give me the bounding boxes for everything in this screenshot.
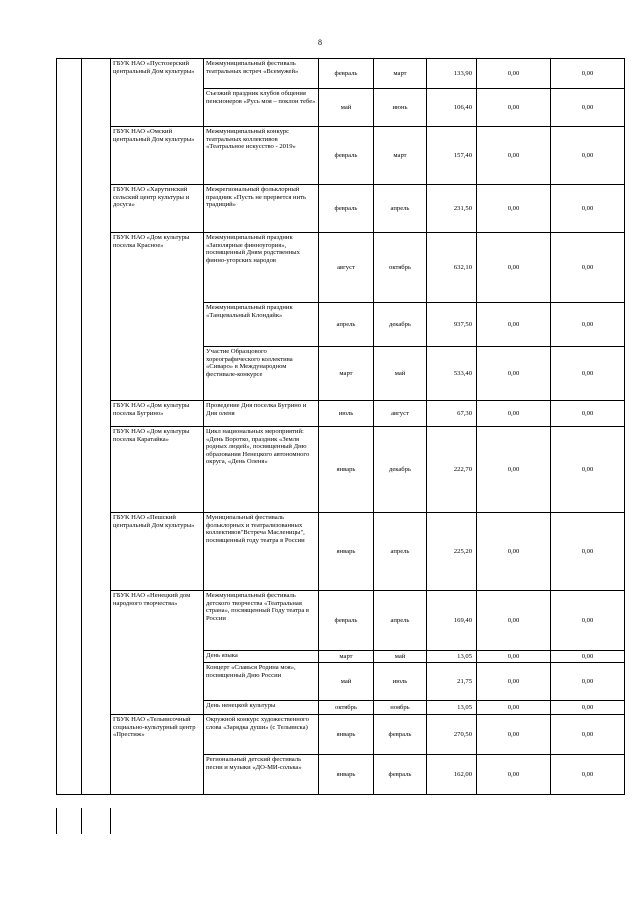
- end-month-cell: май: [374, 651, 427, 663]
- organization-cell: ГБУК НАО «Тельвисочный социально-культурный центр «Престиж»: [111, 715, 204, 795]
- end-month-cell: апрель: [374, 185, 427, 233]
- amount-cell: 162,00: [427, 755, 477, 795]
- organization-cell: ГБУК НАО «Пустозерский центральный Дом культуры»: [111, 59, 204, 127]
- event-cell: Межмуниципальный праздник «Танцевальный Клондайк»: [204, 303, 319, 347]
- amount-2020-cell: 0,00: [477, 89, 551, 127]
- amount-2020-cell: 0,00: [477, 185, 551, 233]
- start-month-cell: февраль: [319, 59, 374, 89]
- amount-2021-cell: 0,00: [551, 59, 625, 89]
- events-table: [56, 58, 625, 795]
- event-cell: Участие Образцового хореографического коллектива «Сиваро» в Международном фестивале-конкурсе: [204, 347, 319, 401]
- amount-cell: 270,50: [427, 715, 477, 755]
- amount-2021-cell: 0,00: [551, 651, 625, 663]
- amount-2021-cell: 0,00: [551, 185, 625, 233]
- amount-2021-cell: 0,00: [551, 663, 625, 701]
- start-month-cell: август: [319, 233, 374, 303]
- amount-cell: 937,50: [427, 303, 477, 347]
- event-cell: Межмуниципальный конкурс театральных коллективов «Театральное искусство - 2019»: [204, 127, 319, 185]
- amount-cell: 222,70: [427, 427, 477, 513]
- start-month-cell: март: [319, 347, 374, 401]
- start-month-cell: январь: [319, 755, 374, 795]
- amount-2020-cell: 0,00: [477, 755, 551, 795]
- organization-cell: ГБУК НАО «Пешский центральный Дом культуры»: [111, 513, 204, 591]
- amount-2020-cell: 0,00: [477, 233, 551, 303]
- event-cell: Межмуниципальный фестиваль детского творчества «Театральная страна», посвященный Году театра в России: [204, 591, 319, 651]
- event-cell: Проведение Дня поселка Бугрино и Дня оленя: [204, 401, 319, 427]
- amount-2020-cell: 0,00: [477, 651, 551, 663]
- end-month-cell: апрель: [374, 513, 427, 591]
- organization-cell: ГБУК НАО «Дом культуры поселка Бугрино»: [111, 401, 204, 427]
- start-month-cell: октябрь: [319, 701, 374, 715]
- end-month-cell: июнь: [374, 89, 427, 127]
- amount-2020-cell: 0,00: [477, 427, 551, 513]
- start-month-cell: февраль: [319, 185, 374, 233]
- event-cell: Межмуниципальный фестиваль театральных встреч «Всемужей»: [204, 59, 319, 89]
- amount-2020-cell: 0,00: [477, 59, 551, 89]
- end-month-cell: июль: [374, 663, 427, 701]
- end-month-cell: апрель: [374, 591, 427, 651]
- amount-2020-cell: 0,00: [477, 701, 551, 715]
- amount-cell: 13,05: [427, 701, 477, 715]
- amount-cell: 21,75: [427, 663, 477, 701]
- start-month-cell: февраль: [319, 591, 374, 651]
- table-row: [57, 427, 625, 513]
- amount-cell: 533,40: [427, 347, 477, 401]
- page-number: 8: [318, 38, 322, 47]
- amount-2020-cell: 0,00: [477, 303, 551, 347]
- amount-2020-cell: 0,00: [477, 663, 551, 701]
- amount-2020-cell: 0,00: [477, 513, 551, 591]
- event-cell: Межрегиональный фольклорный праздник «Пусть не прервется нить традиций»: [204, 185, 319, 233]
- end-month-cell: декабрь: [374, 427, 427, 513]
- amount-2020-cell: 0,00: [477, 127, 551, 185]
- table-row: [57, 513, 625, 591]
- start-month-cell: май: [319, 89, 374, 127]
- end-month-cell: февраль: [374, 715, 427, 755]
- table-row: [57, 127, 625, 185]
- amount-cell: 169,40: [427, 591, 477, 651]
- amount-2021-cell: 0,00: [551, 127, 625, 185]
- amount-2020-cell: 0,00: [477, 715, 551, 755]
- table-row: [57, 401, 625, 427]
- blank-cell: [57, 59, 82, 795]
- amount-2021-cell: 0,00: [551, 701, 625, 715]
- amount-2021-cell: 0,00: [551, 427, 625, 513]
- event-cell: Съезжий праздник клубов общения пенсионеров «Русь моя – поклон тебе»: [204, 89, 319, 127]
- end-month-cell: октябрь: [374, 233, 427, 303]
- organization-cell: ГБУК НАО «Ненецкий дом народного творчества»: [111, 591, 204, 715]
- amount-2021-cell: 0,00: [551, 755, 625, 795]
- end-month-cell: март: [374, 127, 427, 185]
- start-month-cell: январь: [319, 513, 374, 591]
- blank-cell: [82, 59, 111, 795]
- amount-2021-cell: 0,00: [551, 591, 625, 651]
- amount-2021-cell: 0,00: [551, 513, 625, 591]
- amount-2020-cell: 0,00: [477, 591, 551, 651]
- start-month-cell: май: [319, 663, 374, 701]
- event-cell: Цикл национальных мероприятий: «День Воротко, праздник «Земля родных людей», посвященный Дню образования Ненецкого автономного округа, «День Оленя»: [204, 427, 319, 513]
- event-cell: День языка: [204, 651, 319, 663]
- organization-cell: ГБУК НАО «Дом культуры поселка Каратайка»: [111, 427, 204, 513]
- amount-cell: 67,30: [427, 401, 477, 427]
- amount-2021-cell: 0,00: [551, 89, 625, 127]
- table-row: [57, 715, 625, 755]
- amount-2021-cell: 0,00: [551, 401, 625, 427]
- table-row: [57, 233, 625, 303]
- amount-cell: 13,05: [427, 651, 477, 663]
- amount-cell: 106,40: [427, 89, 477, 127]
- amount-2021-cell: 0,00: [551, 303, 625, 347]
- start-month-cell: июль: [319, 401, 374, 427]
- amount-cell: 157,40: [427, 127, 477, 185]
- amount-cell: 632,10: [427, 233, 477, 303]
- start-month-cell: февраль: [319, 127, 374, 185]
- table-row: [57, 59, 625, 89]
- end-month-cell: май: [374, 347, 427, 401]
- start-month-cell: январь: [319, 715, 374, 755]
- event-cell: Региональный детский фестиваль песни и музыки «ДО-МИ-солька»: [204, 755, 319, 795]
- event-cell: Межмуниципальный праздник «Заполярные финноугория», посвященный Дням родственных финно-угорских народов: [204, 233, 319, 303]
- organization-cell: ГБУК НАО «Дом культуры поселка Красное»: [111, 233, 204, 401]
- table-row: [57, 185, 625, 233]
- end-month-cell: март: [374, 59, 427, 89]
- organization-cell: ГБУК НАО «Харутинский сельский центр культуры и досуга»: [111, 185, 204, 233]
- amount-2021-cell: 0,00: [551, 715, 625, 755]
- table-row: [57, 591, 625, 651]
- amount-cell: 225,20: [427, 513, 477, 591]
- amount-cell: 231,50: [427, 185, 477, 233]
- end-month-cell: февраль: [374, 755, 427, 795]
- end-month-cell: август: [374, 401, 427, 427]
- event-cell: Муниципальный фестиваль фольклорных и театрализованных коллективов"Встреча Масленицы", посвященный году театра в России: [204, 513, 319, 591]
- event-cell: День ненецкой культуры: [204, 701, 319, 715]
- organization-cell: ГБУК НАО «Омский центральный Дом культуры»: [111, 127, 204, 185]
- start-month-cell: январь: [319, 427, 374, 513]
- event-cell: Концерт «Славься Родина моя», посвященный Дню России: [204, 663, 319, 701]
- start-month-cell: апрель: [319, 303, 374, 347]
- end-month-cell: ноябрь: [374, 701, 427, 715]
- end-month-cell: декабрь: [374, 303, 427, 347]
- amount-2020-cell: 0,00: [477, 347, 551, 401]
- event-cell: Окружной конкурс художественного слова «Зарядка души» (с Тельвиска): [204, 715, 319, 755]
- amount-2021-cell: 0,00: [551, 233, 625, 303]
- amount-2021-cell: 0,00: [551, 347, 625, 401]
- start-month-cell: март: [319, 651, 374, 663]
- amount-2020-cell: 0,00: [477, 401, 551, 427]
- amount-cell: 133,90: [427, 59, 477, 89]
